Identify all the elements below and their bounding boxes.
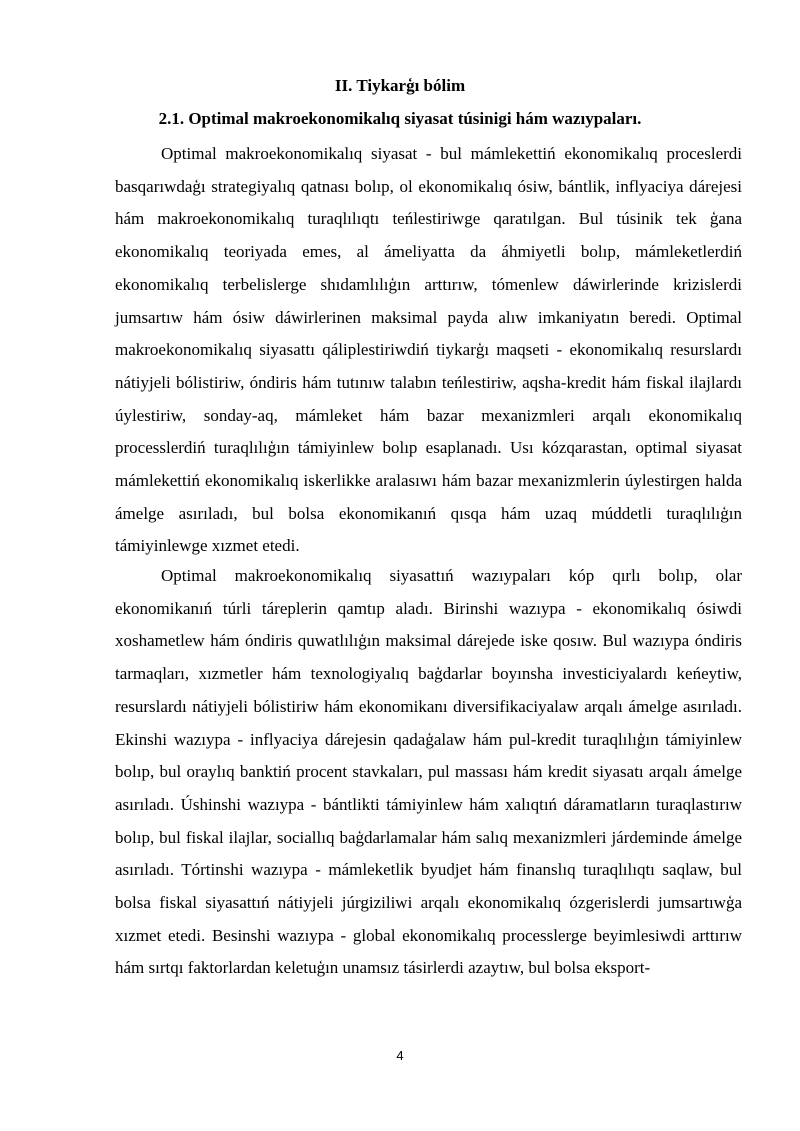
body-paragraph: Optimal makroekonomikalıq siyasattıń wazıypaları kóp qırlı bolıp, olar ekonomikanıń túrli táreplerin qamtıp aladı. Birinshi wazıypa - ekonomikalıq ósiwdi xoshametlew hám óndiris quwatlılıģın maksimal dárejede iske qosıw. Bul wazıypa óndiris tarmaqları, xızmetler hám texnologiyalıq baģdarlar boyınsha investiciyalardı keńeytiw, resurslardı nátiyjeli bólistiriw hám ekonomikanı diversifikaciyalaw arqalı ámelge asırıladı. Ekinshi wazıypa - inflyaciya dárejesin qadaģalaw hám pul-kredit turaqlılıģın támiyinlew bolıp, bul oraylıq banktiń procent stavkaları, pul massası hám kredit siyasatı arqalı ámelge asırıladı. Úshinshi wazıypa - bántlikti támiyinlew hám xalıqtıń dáramatların turaqlastırıw bolıp, bul fiskal ilajlar, sociallıq baģdarlamalar hám salıq mexanizmleri járdeminde ámelge asırıladı. Tórtinshi wazıypa - mámleketlik byudjet hám finanslıq turaqlılıqtı saqlaw, bul bolsa fiskal siyasattıń nátiyjeli júrgiziliwi arqalı ekonomikalıq ózgerislerdi jumsartıwģa xızmet etedi. Besinshi wazıypa - global ekonomikalıq processlerge beyimlesiwdi arttırıw hám sırtqı faktorlardan keletuģın unamsız tásirlerdi azaytıw, bul bolsa eksport- (115, 566, 742, 978)
body-paragraph: Optimal makroekonomikalıq siyasat - bul mámlekettiń ekonomikalıq proceslerdi basqarıwdaģı strategiyalıq qatnası bolıp, ol ekonomikalıq ósiw, bántlik, inflyaciya dárejesi hám makroekonomikalıq turaqlılıqtı teńlestiriwge qaratılgan. Bul túsinik tek ģana ekonomikalıq teoriyada emes, al ámeliyatta da áhmiyetli bolıp, mámleketlerdiń ekonomikalıq terbelislerge shıdamlılıģın arttırıw, tómenlew dáwirlerinde krizislerdi jumsartıw hám ósiw dáwirlerinen maksimal payda alıw imkaniyatın beredi. Optimal makroekonomikalıq siyasattı qáliplestiriwdiń tiykarģı maqseti - ekonomikalıq resurslardı nátiyjeli bólistiriw, óndiris hám tutınıw talabın teńlestiriw, aqsha-kredit hám fiskal ilajlardı úylestiriw, sonday-aq, mámleket hám bazar mexanizmleri arqalı ekonomikalıq processlerdiń turaqlılıģın támiyinlew bolıp esaplanadı. Usı kózqarastan, optimal siyasat mámlekettiń ekonomikalıq iskerlikke aralasıwı hám bazar mexanizmlerin úylestirgen halda ámelge asırıladı, bul bolsa ekonomikanıń qısqa hám uzaq múddetli turaqlılıģın támiyinlewge xızmet etedi. (115, 144, 742, 556)
body-paragraph-2-block (115, 560, 742, 985)
subsection-title: 2.1. Optimal makroekonomikalıq siyasat túsinigi hám wazıypaları. (158, 109, 642, 128)
section-title: II. Tiykarģı bólim (334, 76, 466, 95)
page-number: 4 (396, 1048, 404, 1063)
body-paragraph-1-block (115, 138, 742, 563)
